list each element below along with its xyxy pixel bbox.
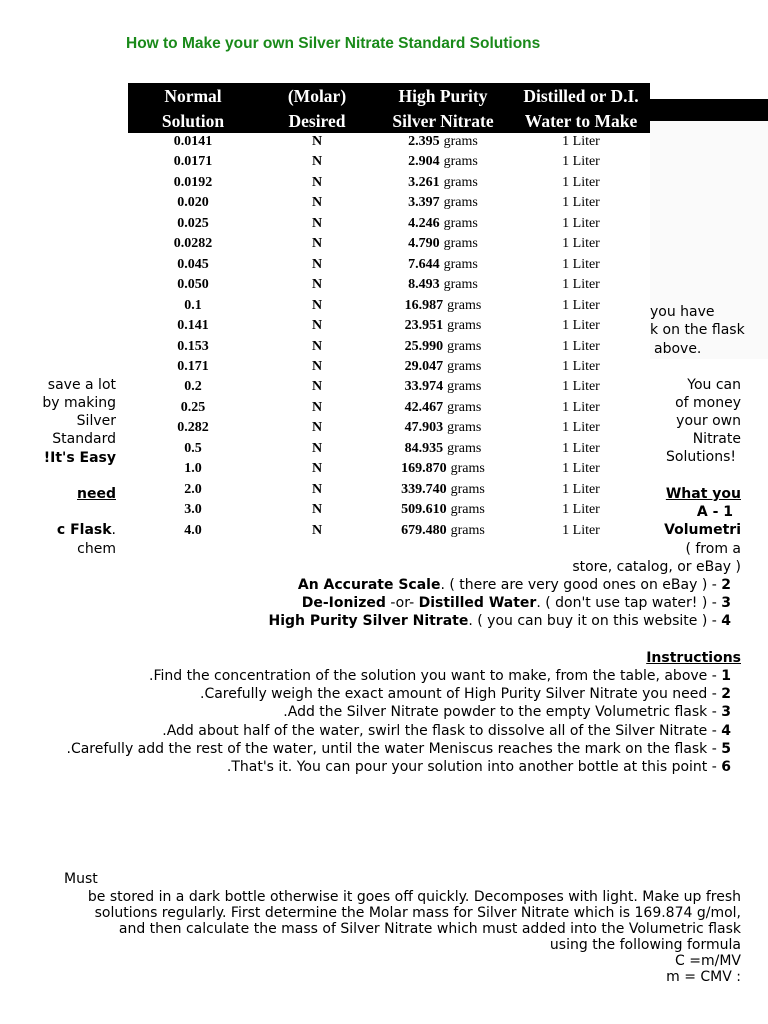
footer-must: Must bbox=[64, 871, 98, 887]
header-water-line2: Water to Make bbox=[524, 111, 638, 131]
right-para-line4: Nitrate bbox=[692, 431, 741, 447]
item1-left-chem: chem bbox=[77, 541, 116, 557]
cell-molar: N bbox=[311, 174, 323, 190]
mass-value: 339.740 bbox=[401, 481, 447, 497]
cell-molar: N bbox=[311, 215, 323, 231]
need-item-2: An Accurate Scale. ( there are very good ones on eBay ) - 2 bbox=[297, 577, 731, 593]
footer-line4: using the following formula bbox=[549, 937, 741, 953]
need-label: need bbox=[77, 486, 116, 502]
cell-molar: N bbox=[311, 481, 323, 497]
cell-water: 1 Liter bbox=[562, 461, 600, 477]
mass-unit: grams bbox=[443, 256, 478, 272]
cell-normal: 4.0 bbox=[184, 522, 202, 538]
mass-value: 84.935 bbox=[404, 440, 444, 456]
mass-unit: grams bbox=[447, 440, 482, 456]
cell-mass bbox=[378, 502, 508, 518]
cell-normal: 0.0192 bbox=[173, 174, 213, 190]
mass-unit: grams bbox=[450, 461, 485, 477]
cell-normal: 0.0171 bbox=[173, 154, 213, 170]
cell-molar: N bbox=[311, 358, 323, 374]
item1-right-line2: Volumetri bbox=[664, 522, 741, 538]
mass-unit: grams bbox=[447, 338, 482, 354]
cell-mass bbox=[378, 154, 508, 170]
cell-water: 1 Liter bbox=[562, 195, 600, 211]
cell-normal: 0.0141 bbox=[173, 134, 213, 149]
cell-water: 1 Liter bbox=[562, 277, 600, 293]
cell-normal: 0.141 bbox=[177, 318, 209, 334]
cell-mass bbox=[378, 400, 508, 416]
mass-value: 8.493 bbox=[408, 277, 440, 293]
instruction-step: .Add about half of the water, swirl the flask to dissolve all of the Silver Nitrate - 4 bbox=[162, 722, 731, 739]
instruction-step: .Find the concentration of the solution you want to make, from the table, above - 1 bbox=[149, 668, 731, 684]
mass-value: 3.397 bbox=[408, 195, 440, 211]
cell-mass bbox=[378, 236, 508, 252]
cell-water: 1 Liter bbox=[562, 297, 600, 313]
cell-normal: 0.5 bbox=[184, 440, 202, 456]
cell-mass bbox=[378, 482, 508, 498]
cell-normal: 0.25 bbox=[180, 399, 206, 415]
header-silver-line2: Silver Nitrate bbox=[392, 111, 494, 131]
cell-molar: N bbox=[311, 256, 323, 272]
cell-normal: 3.0 bbox=[184, 502, 202, 518]
header-normal-line2: Solution bbox=[161, 111, 225, 131]
footer-line1: be stored in a dark bottle otherwise it goes off quickly. Decomposes with light. Make up fresh bbox=[87, 889, 741, 905]
right-para-line5: Solutions! bbox=[666, 449, 736, 465]
mass-value: 33.974 bbox=[404, 379, 444, 395]
cell-normal: 0.050 bbox=[177, 277, 209, 293]
footer-line5: C =m/MV bbox=[675, 953, 741, 969]
cell-water: 1 Liter bbox=[562, 134, 600, 149]
cell-molar: N bbox=[311, 379, 323, 395]
mass-value: 23.951 bbox=[404, 318, 444, 334]
cell-molar: N bbox=[311, 195, 323, 211]
left-para-line5: !It's Easy bbox=[43, 450, 116, 466]
header-water-line1: Distilled or D.I. bbox=[523, 86, 639, 106]
mass-value: 4.790 bbox=[408, 236, 440, 252]
cell-molar: N bbox=[311, 502, 323, 518]
cell-normal: 0.171 bbox=[177, 358, 209, 374]
left-para-line3: Silver bbox=[76, 413, 116, 429]
cell-normal: 2.0 bbox=[184, 481, 202, 497]
mass-value: 25.990 bbox=[404, 338, 444, 354]
mass-value: 42.467 bbox=[404, 399, 444, 415]
mass-value: 2.395 bbox=[408, 134, 440, 149]
header-silver-line1: High Purity bbox=[398, 86, 488, 106]
page-title: How to Make your own Silver Nitrate Standard Solutions bbox=[126, 35, 541, 52]
cell-molar: N bbox=[311, 440, 323, 456]
need-item-4: High Purity Silver Nitrate. ( you can buy it on this website ) - 4 bbox=[268, 613, 731, 629]
mass-unit: grams bbox=[443, 154, 478, 170]
mass-unit: grams bbox=[443, 236, 478, 252]
mass-value: 7.644 bbox=[408, 256, 440, 272]
left-para-line1: save a lot bbox=[47, 377, 116, 393]
header-molar-line2: Desired bbox=[288, 111, 346, 131]
right-note-line1: you have bbox=[650, 304, 715, 320]
cell-mass bbox=[378, 257, 508, 273]
right-note-line2: k on the flask bbox=[650, 322, 745, 338]
cell-normal: 0.282 bbox=[177, 420, 209, 436]
mass-value: 47.903 bbox=[404, 420, 444, 436]
right-para-line3: your own bbox=[676, 413, 741, 429]
mass-value: 16.987 bbox=[404, 297, 444, 313]
mass-unit: grams bbox=[443, 277, 478, 293]
mass-unit: grams bbox=[443, 195, 478, 211]
instruction-step: .That's it. You can pour your solution into another bottle at this point - 6 bbox=[226, 759, 731, 775]
cell-molar: N bbox=[311, 134, 323, 149]
mass-unit: grams bbox=[447, 297, 482, 313]
cell-water: 1 Liter bbox=[562, 420, 600, 436]
cell-molar: N bbox=[311, 461, 323, 477]
cell-mass bbox=[378, 420, 508, 436]
mass-value: 2.904 bbox=[408, 154, 440, 170]
cell-water: 1 Liter bbox=[562, 379, 600, 395]
mass-unit: grams bbox=[447, 379, 482, 395]
cell-mass bbox=[378, 277, 508, 293]
cell-molar: N bbox=[311, 318, 323, 334]
cell-mass bbox=[378, 441, 508, 457]
left-para-line2: by making bbox=[42, 395, 116, 411]
cell-molar: N bbox=[311, 338, 323, 354]
cell-water: 1 Liter bbox=[562, 440, 600, 456]
cell-normal: 0.045 bbox=[177, 256, 209, 272]
cell-water: 1 Liter bbox=[562, 502, 600, 518]
cell-water: 1 Liter bbox=[562, 256, 600, 272]
cell-mass bbox=[378, 298, 508, 314]
mass-unit: grams bbox=[447, 358, 482, 374]
cell-water: 1 Liter bbox=[562, 338, 600, 354]
cell-normal: 0.020 bbox=[177, 195, 209, 211]
footer-line6: m = CMV : bbox=[666, 969, 741, 985]
mass-unit: grams bbox=[447, 399, 482, 415]
cell-mass bbox=[378, 523, 508, 539]
cell-mass bbox=[378, 318, 508, 334]
cell-molar: N bbox=[311, 154, 323, 170]
mass-unit: grams bbox=[443, 215, 478, 231]
cell-water: 1 Liter bbox=[562, 318, 600, 334]
mass-value: 509.610 bbox=[401, 502, 447, 518]
cell-mass bbox=[378, 175, 508, 191]
mass-unit: grams bbox=[443, 174, 478, 190]
cell-mass bbox=[378, 216, 508, 232]
cell-mass bbox=[378, 379, 508, 395]
cell-normal: 0.153 bbox=[177, 338, 209, 354]
mass-value: 4.246 bbox=[408, 215, 440, 231]
cell-water: 1 Liter bbox=[562, 522, 600, 538]
cell-water: 1 Liter bbox=[562, 236, 600, 252]
mass-value: 3.261 bbox=[408, 174, 440, 190]
cell-molar: N bbox=[311, 399, 323, 415]
what-you-label: What you bbox=[665, 486, 741, 502]
cell-molar: N bbox=[311, 277, 323, 293]
cell-normal: 0.025 bbox=[177, 215, 209, 231]
cell-water: 1 Liter bbox=[562, 215, 600, 231]
cell-water: 1 Liter bbox=[562, 481, 600, 497]
header-normal-line1: Normal bbox=[164, 86, 222, 106]
mass-unit: grams bbox=[450, 522, 485, 538]
need-item-3: De-Ionized -or- Distilled Water. ( don't use tap water! ) - 3 bbox=[301, 595, 731, 611]
item1-left-flask: c Flask. bbox=[56, 522, 116, 538]
right-para-line1: You can bbox=[687, 377, 741, 393]
cell-molar: N bbox=[311, 522, 323, 538]
cell-mass bbox=[378, 195, 508, 211]
mass-unit: grams bbox=[447, 420, 482, 436]
cell-normal: 0.2 bbox=[184, 379, 202, 395]
cell-normal: 1.0 bbox=[184, 461, 202, 477]
mass-unit: grams bbox=[447, 318, 482, 334]
item1-right-line4: store, catalog, or eBay ) bbox=[572, 559, 741, 575]
cell-water: 1 Liter bbox=[562, 358, 600, 374]
left-para-line4: Standard bbox=[52, 431, 116, 447]
instruction-step: .Carefully weigh the exact amount of High Purity Silver Nitrate you need - 2 bbox=[200, 686, 731, 703]
header-molar-line1: (Molar) bbox=[287, 86, 347, 106]
right-para-line2: of money bbox=[675, 395, 741, 411]
cell-molar: N bbox=[311, 236, 323, 252]
mass-value: 169.870 bbox=[401, 461, 447, 477]
right-note-line3: above. bbox=[654, 341, 702, 357]
cell-mass bbox=[378, 461, 508, 477]
cell-mass bbox=[378, 359, 508, 375]
mass-unit: grams bbox=[450, 502, 485, 518]
item1-right-line3: ( from a bbox=[685, 541, 741, 557]
mass-value: 679.480 bbox=[401, 522, 447, 538]
instructions-heading: Instructions bbox=[646, 650, 741, 666]
cell-mass bbox=[378, 339, 508, 355]
cell-normal: 0.1 bbox=[184, 297, 202, 313]
instruction-step: .Carefully add the rest of the water, until the water Meniscus reaches the mark on the flask - 5 bbox=[66, 740, 731, 757]
footer-line3: and then calculate the mass of Silver Nitrate which must added into the Volumetric flask bbox=[118, 921, 741, 937]
cell-water: 1 Liter bbox=[562, 174, 600, 190]
cell-molar: N bbox=[311, 420, 323, 436]
mass-value: 29.047 bbox=[404, 358, 444, 374]
instruction-step: .Add the Silver Nitrate powder to the empty Volumetric flask - 3 bbox=[283, 704, 731, 721]
cell-normal: 0.0282 bbox=[173, 236, 213, 252]
cell-molar: N bbox=[311, 297, 323, 313]
table-header-extension bbox=[650, 99, 768, 121]
cell-mass bbox=[378, 134, 508, 150]
footer-line2: solutions regularly. First determine the Molar mass for Silver Nitrate which is 169.874 g/mol, bbox=[94, 905, 741, 921]
item1-right-line1: A - 1 bbox=[696, 504, 733, 520]
mass-unit: grams bbox=[450, 481, 485, 497]
mass-unit: grams bbox=[443, 134, 478, 149]
cell-water: 1 Liter bbox=[562, 154, 600, 170]
cell-water: 1 Liter bbox=[562, 399, 600, 415]
